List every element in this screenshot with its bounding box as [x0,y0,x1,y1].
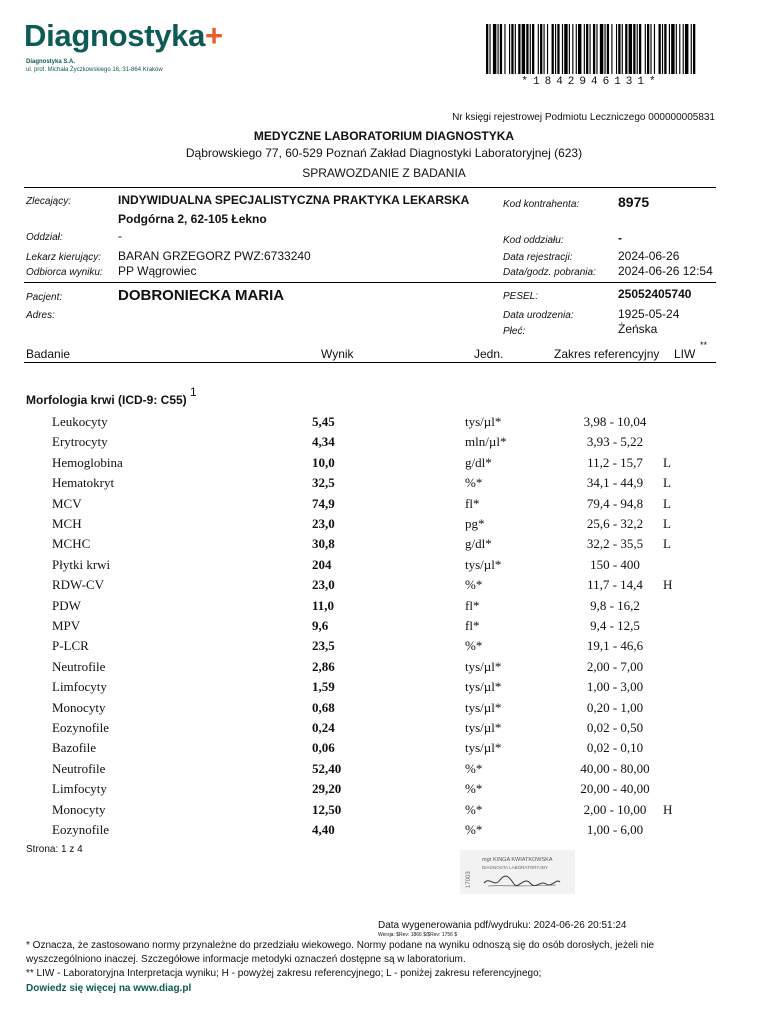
registry-number: Nr księgi rejestrowej Podmiotu Leczniczego 000000005831 [452,112,715,123]
reference-range: 25,6 - 32,2 [586,516,644,531]
reference-range: 1,00 - 6,00 [586,822,644,837]
reference-range: 2,00 - 7,00 [586,658,644,674]
test-result: 23,0 [312,516,335,531]
test-unit: %* [465,638,483,654]
result-row [0,720,768,740]
test-result: 204 [312,556,332,572]
col-liw-header: LIW [674,347,696,361]
reference-range: 40,00 - 80,00 [580,760,650,776]
result-row [0,577,768,597]
test-result: 0,68 [312,699,335,715]
department-code-value: - [618,231,622,245]
test-name: MCHC [52,536,91,552]
test-name: Leukocyty [52,414,108,429]
test-result: 4,34 [312,434,335,450]
result-row [0,822,768,842]
reference-range: 20,00 - 40,00 [580,781,650,797]
reference-range: 0,20 - 1,00 [586,699,644,715]
pesel-label: PESEL: [503,291,539,302]
ordering-value: INDYWIDUALNA SPECJALISTYCZNA PRAKTYKA LEKARSKA [118,193,470,207]
test-unit: %* [465,781,483,797]
test-result: 9,6 [312,618,329,633]
result-flag: L [663,495,671,511]
test-unit: %* [465,822,483,837]
test-unit: %* [465,475,483,491]
test-unit: %* [465,760,483,776]
footnote-1: * Oznacza, że zastosowano normy przynależne do przedziału wiekowego. Normy podane na wyniku odnoszą się do osób dorosłych, jeżeli nie [26,940,655,951]
test-unit: g/dl* [465,536,492,552]
result-row [0,659,768,679]
lab-address: Dąbrowskiego 77, 60-529 Poznań Zakład Diagnostyki Laboratoryjnej (623) [185,146,583,160]
result-row [0,781,768,801]
test-result: 23,5 [312,638,335,654]
result-row [0,455,768,475]
footnote-3: ** LIW - Laboratoryjna Interpretacja wyniku; H - powyżej zakresu referencyjnego; L - poniżej zakresu referencyjnego; [26,968,542,979]
test-unit: fl* [465,597,480,613]
result-flag: L [663,536,671,552]
test-result: 11,0 [312,597,335,613]
test-result: 5,45 [312,414,335,429]
test-result: 0,24 [312,720,335,735]
test-unit: g/dl* [465,454,492,470]
reference-range: 11,7 - 14,4 [587,577,643,593]
signature-stamp [460,850,575,894]
test-unit: tys/µl* [465,699,502,715]
result-row [0,618,768,638]
patient-name: DOBRONIECKA MARIA [118,287,285,304]
reference-range: 2,00 - 10,00 [583,801,647,817]
divider [24,282,716,283]
test-unit: %* [465,801,483,817]
test-unit: fl* [465,495,480,511]
test-name: Płytki krwi [52,556,111,572]
barcode-number: *1842946131* [521,76,661,88]
test-name: MCV [52,495,82,511]
logo-text: Diagnostyka [24,18,206,53]
result-flag: H [663,801,673,817]
birth-label: Data urodzenia: [503,310,574,321]
result-row [0,414,768,434]
result-row [0,475,768,495]
result-row [0,638,768,658]
test-result: 23,0 [312,577,335,593]
footnote-2: wyszczególniono inaczej. Szczegółowe informacje metodyki oznaczeń dostępne są w laboratorium. [26,954,466,965]
test-name: Limfocyty [52,781,107,797]
barcode-image [486,24,696,74]
test-name: Limfocyty [52,679,107,695]
test-name: P-LCR [52,638,89,654]
recipient-label: Odbiorca wyniku: [26,267,103,278]
collection-value: 2024-06-26 12:54 [618,264,713,278]
test-name: Monocyty [52,699,106,715]
stamp-number: 17003 [466,871,472,888]
result-row [0,761,768,781]
test-name: PDW [52,597,81,613]
result-flag: L [663,454,671,470]
test-result: 10,0 [312,454,335,470]
contractor-label: Kod kontrahenta: [503,199,580,210]
department-label: Oddział: [26,232,63,243]
test-result: 52,40 [312,760,342,776]
generated-date: Data wygenerowania pdf/wydruku: 2024-06-26 20:51:24 [378,920,627,931]
birth-value: 1925-05-24 [618,307,680,321]
test-name: Eozynofile [52,822,110,837]
test-result: 74,9 [312,495,335,511]
doctor-label: Lekarz kierujący: [26,252,102,263]
divider [24,362,716,363]
reference-range: 3,98 - 10,04 [583,414,647,429]
reference-range: 9,4 - 12,5 [590,618,640,633]
stamp-line1: mgr KINGA KWIATKOWSKA [482,857,553,863]
reference-range: 32,2 - 35,5 [586,536,644,552]
test-result: 30,8 [312,536,335,552]
result-row [0,516,768,536]
col-test-header: Badanie [26,347,71,361]
test-result: 1,59 [312,679,335,695]
result-row [0,679,768,699]
result-row [0,496,768,516]
version-info: Wersja: $Rev: 1866 $/$Rev: 1756 $ [378,932,458,938]
test-result: 2,86 [312,658,335,674]
department-value: - [118,229,122,243]
test-name: Hemoglobina [52,454,123,470]
result-flag: L [663,475,671,491]
website-link[interactable]: Dowiedz się więcej na www.diag.pl [26,983,192,994]
col-liw-mark: ** [700,340,708,350]
section-title-text: Morfologia krwi (ICD-9: C55) [26,393,187,407]
test-result: 32,5 [312,475,335,491]
divider [24,187,716,188]
reference-range: 3,93 - 5,22 [586,434,644,450]
test-name: MPV [52,618,81,633]
reference-range: 79,4 - 94,8 [586,495,644,511]
test-name: Monocyty [52,801,106,817]
test-name: Hematokryt [52,475,115,491]
col-range-header: Zakres referencyjny [554,347,660,361]
logo-plus: + [205,18,223,53]
col-unit-header: Jedn. [474,347,504,361]
test-result: 0,06 [312,740,335,756]
company-address: ul. prof. Michała Życzkowskiego 16, 31-864 Kraków [26,67,163,73]
pesel-value: 25052405740 [618,287,692,301]
company-logo [24,18,223,54]
test-unit: tys/µl* [465,414,502,429]
test-result: 4,40 [312,822,335,837]
test-unit: mln/µl* [465,434,507,450]
sex-value: Żeńska [618,322,658,336]
reference-range: 11,2 - 15,7 [587,454,643,470]
test-unit: tys/µl* [465,679,502,695]
registration-label: Data rejestracji: [503,252,573,263]
test-unit: pg* [465,516,485,531]
patient-label: Pacjent: [26,292,63,303]
doctor-value: BARAN GRZEGORZ PWZ:6733240 [118,249,311,263]
reference-range: 150 - 400 [590,556,640,572]
sex-label: Płeć: [503,326,526,337]
reference-range: 0,02 - 0,50 [586,720,644,735]
contractor-value: 8975 [618,194,650,210]
test-unit: fl* [465,618,480,633]
test-unit: tys/µl* [465,720,502,735]
result-row [0,598,768,618]
registration-value: 2024-06-26 [618,249,680,263]
test-result: 12,50 [312,801,342,817]
collection-label: Data/godz. pobrania: [503,267,596,278]
recipient-value: PP Wągrowiec [118,264,197,278]
report-title: SPRAWOZDANIE Z BADANIA [302,166,466,180]
test-name: Neutrofile [52,658,106,674]
department-code-label: Kod oddziału: [503,235,564,246]
result-row [0,700,768,720]
address-label: Adres: [26,310,55,321]
test-result: 29,20 [312,781,342,797]
company-name: Diagnostyka S.A. [26,59,76,65]
test-name: Erytrocyty [52,434,108,450]
ordering-label: Zlecający: [26,196,72,207]
test-name: MCH [52,516,82,531]
test-name: Neutrofile [52,760,106,776]
reference-range: 19,1 - 46,6 [586,638,644,654]
stamp-line2: DIAGNOSTA LABORATORYJNY [482,865,548,870]
section-footnote: 1 [190,385,197,399]
result-flag: L [663,516,671,531]
section-title [26,385,197,407]
result-row [0,740,768,760]
result-row [0,802,768,822]
test-unit: tys/µl* [465,658,502,674]
reference-range: 9,8 - 16,2 [590,597,640,613]
test-name: Eozynofile [52,720,110,735]
test-unit: tys/µl* [465,556,502,572]
result-flag: H [663,577,673,593]
reference-range: 0,02 - 0,10 [586,740,644,756]
test-name: Bazofile [52,740,97,756]
result-row [0,557,768,577]
test-unit: %* [465,577,483,593]
test-name: RDW-CV [52,577,104,593]
result-row [0,536,768,556]
result-row [0,434,768,454]
ordering-address: Podgórna 2, 62-105 Łekno [118,212,267,226]
test-unit: tys/µl* [465,740,502,756]
col-result-header: Wynik [321,347,354,361]
reference-range: 34,1 - 44,9 [586,475,644,491]
reference-range: 1,00 - 3,00 [586,679,644,695]
page-number: Strona: 1 z 4 [26,844,83,855]
lab-title: MEDYCZNE LABORATORIUM DIAGNOSTYKA [253,129,515,143]
